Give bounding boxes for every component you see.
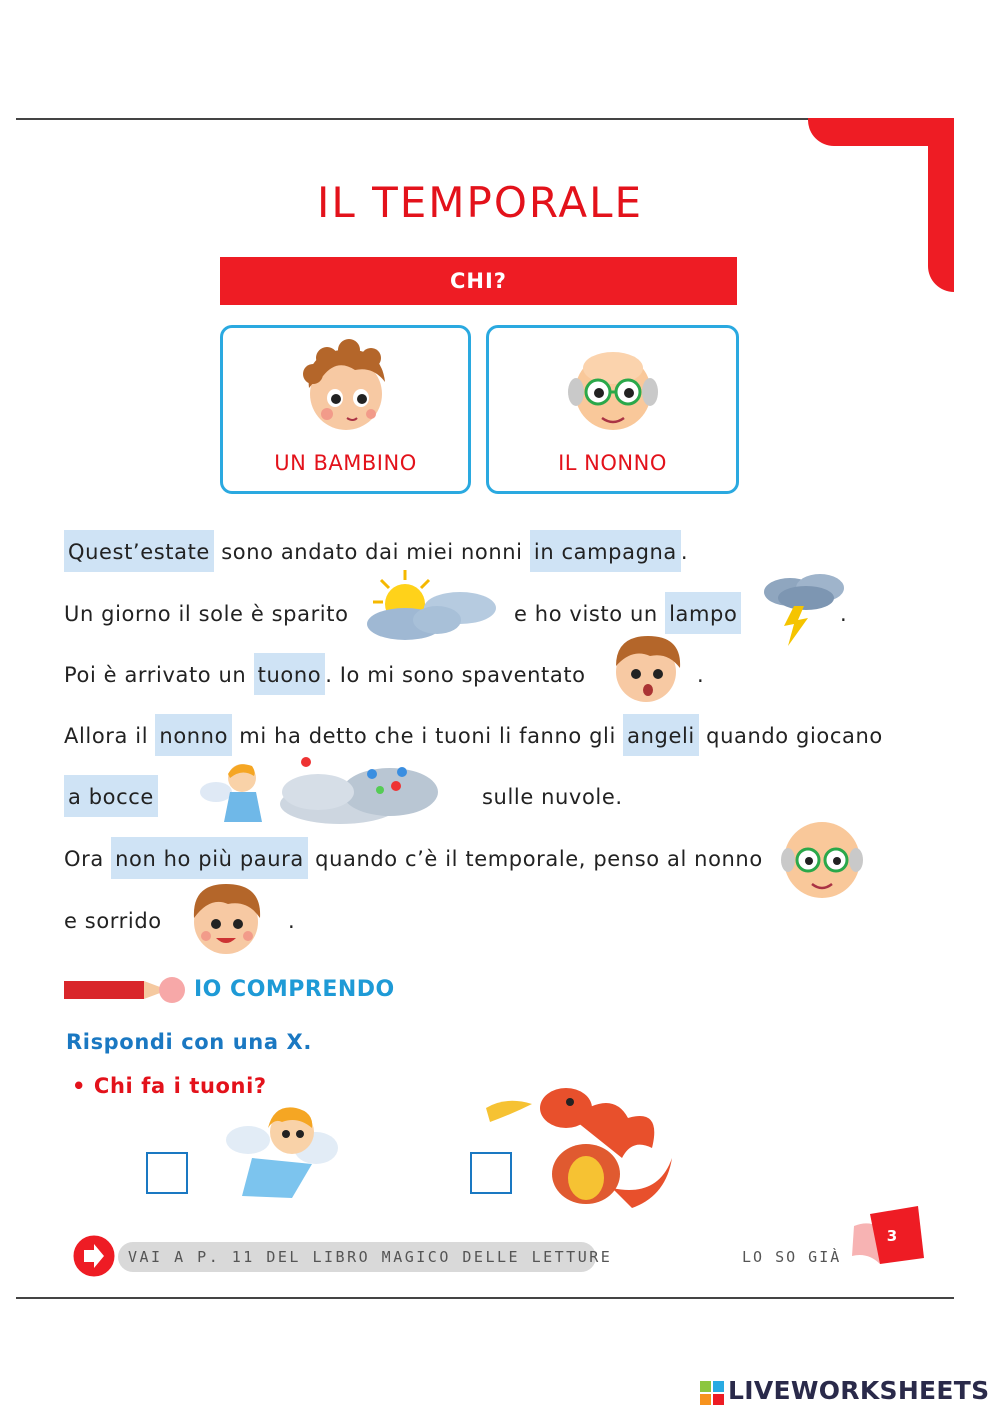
- character-label: UN BAMBINO: [274, 451, 417, 475]
- scared-boy-icon: [606, 628, 690, 708]
- bottom-rule: [16, 1297, 954, 1299]
- sun-cloud-icon: [365, 566, 500, 646]
- link-arrow-icon[interactable]: [70, 1232, 118, 1280]
- highlight[interactable]: angeli: [623, 714, 699, 756]
- text: .: [680, 540, 689, 564]
- grandpa-face-icon: [778, 812, 866, 904]
- story-line-2: [64, 602, 349, 626]
- text: e ho visto un: [514, 602, 666, 626]
- story-line-4: [64, 724, 883, 748]
- highlight[interactable]: non ho più paura: [111, 837, 308, 879]
- story-line-2b: [514, 602, 741, 626]
- text: Un giorno il sole è sparito: [64, 602, 349, 626]
- page-number: 3: [886, 1227, 898, 1245]
- text: Poi è arrivato un: [64, 663, 254, 687]
- footer-label: LO SO GIÀ: [742, 1248, 842, 1266]
- lightning-cloud-icon: [760, 570, 848, 650]
- text: mi ha detto che i tuoni li fanno gli: [232, 724, 624, 748]
- who-header: CHI?: [220, 257, 737, 305]
- dragon-icon: [482, 1078, 682, 1218]
- section-title: IO COMPRENDO: [194, 977, 395, 1002]
- highlight[interactable]: lampo: [665, 592, 741, 634]
- text: Allora il: [64, 724, 156, 748]
- footer-link-text[interactable]: VAI A P. 11 DEL LIBRO MAGICO DELLE LETTURE: [128, 1248, 613, 1266]
- angels-playing-icon: [190, 752, 445, 832]
- story-line-7-end: .: [288, 909, 296, 933]
- story-line-3-end: .: [697, 663, 705, 687]
- instruction: Rispondi con una X.: [66, 1030, 312, 1054]
- story-line-5b: sulle nuvole.: [482, 785, 623, 809]
- story-line-3: [64, 663, 586, 687]
- answer-checkbox-angel[interactable]: [146, 1152, 188, 1194]
- text: quando c’è il temporale, penso al nonno: [307, 847, 763, 871]
- story-line-2-end: .: [840, 602, 848, 626]
- highlight[interactable]: in campagna: [530, 530, 681, 572]
- story-line-7: e sorrido: [64, 909, 162, 933]
- text: . Io mi sono spaventato: [325, 663, 586, 687]
- character-label: IL NONNO: [558, 451, 667, 475]
- text: sono andato dai miei nonni: [213, 540, 530, 564]
- text: Ora: [64, 847, 112, 871]
- page-title: IL TEMPORALE: [316, 178, 644, 227]
- character-card-grandpa: [486, 325, 739, 494]
- pencil-icon: [64, 975, 188, 1005]
- brand-logo-icon: [700, 1381, 724, 1405]
- boy-face-icon: [291, 336, 401, 446]
- text: quando giocano: [698, 724, 883, 748]
- story-line-6: [64, 847, 763, 871]
- question: • Chi fa i tuoni?: [72, 1074, 267, 1098]
- grandpa-face-icon: [558, 336, 668, 446]
- highlight[interactable]: Quest’estate: [64, 530, 214, 572]
- smiling-boy-icon: [182, 876, 268, 960]
- angel-icon: [212, 1098, 342, 1210]
- highlight[interactable]: nonno: [155, 714, 232, 756]
- story-line-1: [64, 540, 688, 564]
- highlight[interactable]: a bocce: [64, 775, 158, 817]
- highlight[interactable]: tuono: [254, 653, 326, 695]
- brand-name: LIVEWORKSHEETS: [728, 1376, 990, 1405]
- character-card-boy: [220, 325, 471, 494]
- story-line-5: [64, 785, 158, 809]
